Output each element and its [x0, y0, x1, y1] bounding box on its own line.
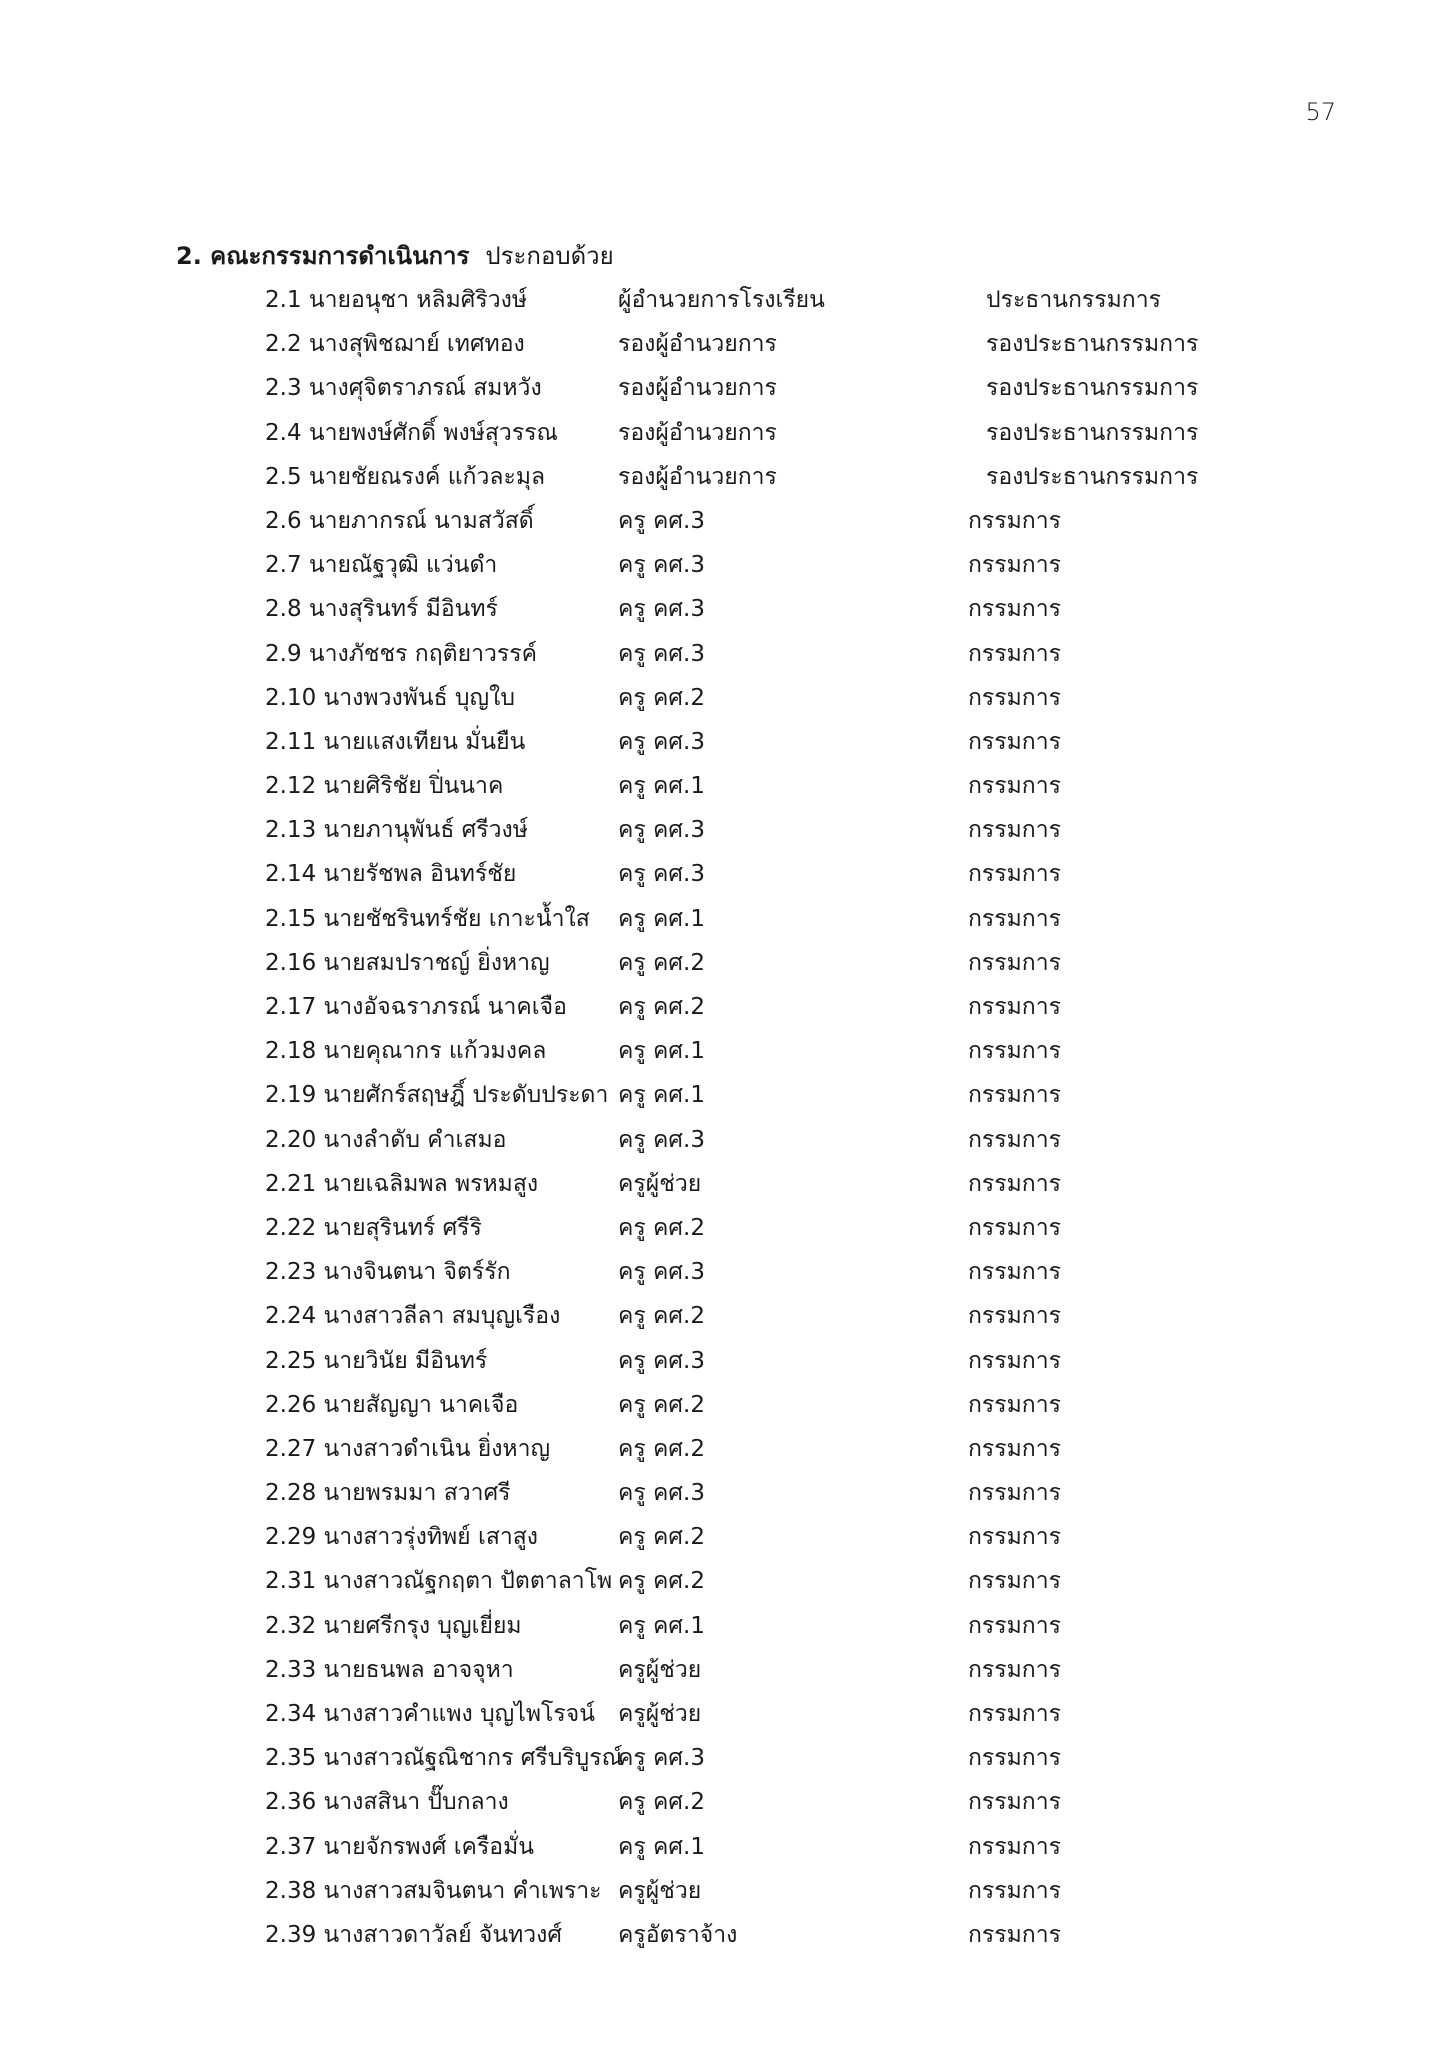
member-role: กรรมการ — [968, 905, 1061, 932]
member-role: กรรมการ — [968, 994, 1061, 1020]
member-role: กรรมการ — [968, 1259, 1061, 1286]
member-name: 2.17 นางอัจฉราภรณ์ นาคเจือ — [265, 994, 567, 1020]
member-role: กรรมการ — [968, 773, 1061, 800]
committee-row — [0, 1290, 1448, 1334]
member-name: 2.8 นางสุรินทร์ มีอินทร์ — [265, 596, 498, 623]
member-role: กรรมการ — [968, 861, 1061, 888]
committee-row — [0, 1511, 1448, 1555]
member-name: 2.9 นางภัชชร กฤติยาวรรค์ — [265, 640, 537, 667]
committee-row — [0, 407, 1448, 451]
member-name: 2.37 นายจักรพงศ์ เครือมั่น — [265, 1833, 534, 1860]
member-role: กรรมการ — [968, 1170, 1061, 1197]
member-role: กรรมการ — [968, 1480, 1061, 1507]
member-role: กรรมการ — [968, 1126, 1061, 1153]
member-name: 2.26 นายสัญญา นาคเจือ — [265, 1391, 519, 1418]
member-name: 2.31 นางสาวณัฐกฤตา ปัตตาลาโพ — [265, 1568, 613, 1595]
committee-row — [0, 274, 1448, 318]
member-position: ครู คศ.1 — [618, 773, 705, 800]
member-position: ครู คศ.3 — [618, 552, 705, 579]
member-role: รองประธานกรรมการ — [986, 463, 1199, 490]
member-name: 2.36 นางสสินา ปั๊บกลาง — [265, 1789, 509, 1816]
member-position: ผู้อำนวยการโรงเรียน — [618, 287, 825, 313]
member-name: 2.32 นายศรีกรุง บุญเยี่ยม — [265, 1612, 522, 1639]
member-position: ครู คศ.2 — [618, 949, 705, 976]
section-heading-title: 2. คณะกรรมการดำเนินการ — [176, 242, 470, 270]
committee-row — [0, 583, 1448, 627]
committee-row — [0, 981, 1448, 1025]
member-role: ประธานกรรมการ — [986, 287, 1161, 313]
member-position: ครู คศ.2 — [618, 1524, 705, 1551]
member-role: กรรมการ — [968, 1347, 1061, 1374]
committee-row — [0, 1158, 1448, 1202]
member-position: รองผู้อำนวยการ — [618, 331, 777, 358]
member-name: 2.27 นางสาวดำเนิน ยิ่งหาญ — [265, 1435, 551, 1462]
committee-row — [0, 1600, 1448, 1644]
member-name: 2.15 นายชัชรินทร์ชัย เกาะน้ำใส — [265, 905, 590, 932]
member-position: ครู คศ.3 — [618, 861, 705, 888]
member-role: รองประธานกรรมการ — [986, 375, 1199, 402]
member-role: กรรมการ — [968, 1568, 1061, 1595]
member-name: 2.3 นางศุจิตราภรณ์ สมหวัง — [265, 375, 542, 402]
member-position: ครู คศ.2 — [618, 1214, 705, 1241]
member-position: ครูอัตราจ้าง — [618, 1921, 738, 1948]
member-role: กรรมการ — [968, 949, 1061, 976]
member-name: 2.10 นางพวงพันธ์ บุญใบ — [265, 684, 515, 711]
committee-row — [0, 1335, 1448, 1379]
member-position: ครูผู้ช่วย — [618, 1877, 702, 1904]
committee-row — [0, 1909, 1448, 1953]
member-position: ครู คศ.2 — [618, 1435, 705, 1462]
committee-row — [0, 848, 1448, 892]
member-position: ครู คศ.3 — [618, 728, 705, 755]
member-name: 2.6 นายภากรณ์ นามสวัสดิ์ — [265, 507, 534, 534]
committee-row — [0, 1202, 1448, 1246]
committee-row — [0, 1821, 1448, 1865]
committee-row — [0, 1776, 1448, 1820]
member-role: กรรมการ — [968, 552, 1061, 579]
member-position: ครู คศ.3 — [618, 596, 705, 623]
member-position: ครูผู้ช่วย — [618, 1701, 702, 1727]
member-name: 2.38 นางสาวสมจินตนา คำเพราะ — [265, 1877, 602, 1904]
committee-row — [0, 539, 1448, 583]
committee-row — [0, 1069, 1448, 1113]
committee-row — [0, 362, 1448, 406]
committee-row — [0, 893, 1448, 937]
member-position: ครู คศ.2 — [618, 684, 705, 711]
member-position: ครู คศ.2 — [618, 1303, 705, 1330]
member-position: ครู คศ.1 — [618, 1082, 705, 1109]
member-name: 2.4 นายพงษ์ศักดิ์ พงษ์สุวรรณ — [265, 419, 558, 446]
committee-row — [0, 1732, 1448, 1776]
member-name: 2.5 นายชัยณรงค์ แก้วละมุล — [265, 463, 546, 490]
committee-row — [0, 1379, 1448, 1423]
member-name: 2.21 นายเฉลิมพล พรหมสูง — [265, 1170, 539, 1197]
member-name: 2.16 นายสมปราชญ์ ยิ่งหาญ — [265, 949, 550, 976]
section-heading-suffix: ประกอบด้วย — [485, 242, 614, 270]
member-role: กรรมการ — [968, 1038, 1061, 1065]
member-role: กรรมการ — [968, 1524, 1061, 1551]
member-role: กรรมการ — [968, 1214, 1061, 1241]
committee-row — [0, 1865, 1448, 1909]
member-position: ครู คศ.3 — [618, 640, 705, 667]
member-position: ครู คศ.3 — [618, 1259, 705, 1286]
member-name: 2.24 นางสาวลีลา สมบุญเรือง — [265, 1303, 561, 1330]
committee-row — [0, 672, 1448, 716]
member-name: 2.12 นายศิริชัย ปิ่นนาค — [265, 773, 504, 800]
committee-row — [0, 1025, 1448, 1069]
committee-row — [0, 937, 1448, 981]
member-role: กรรมการ — [968, 1656, 1061, 1683]
member-position: รองผู้อำนวยการ — [618, 419, 777, 446]
member-name: 2.28 นายพรมมา สวาศรี — [265, 1480, 511, 1507]
member-role: รองประธานกรรมการ — [986, 419, 1199, 446]
member-role: กรรมการ — [968, 1833, 1061, 1860]
committee-row — [0, 318, 1448, 362]
member-role: รองประธานกรรมการ — [986, 331, 1199, 358]
member-name: 2.18 นายคุณากร แก้วมงคล — [265, 1038, 547, 1065]
committee-row — [0, 760, 1448, 804]
committee-row — [0, 451, 1448, 495]
member-position: ครู คศ.2 — [618, 1789, 705, 1816]
member-name: 2.11 นายแสงเทียน มั่นยืน — [265, 728, 526, 755]
member-position: ครู คศ.1 — [618, 1833, 705, 1860]
member-role: กรรมการ — [968, 596, 1061, 623]
committee-list — [0, 274, 1448, 1953]
member-position: ครูผู้ช่วย — [618, 1170, 702, 1197]
member-name: 2.19 นายศักร์สฤษฎิ์ ประดับประดา — [265, 1082, 609, 1109]
member-position: ครู คศ.3 — [618, 1480, 705, 1507]
member-role: กรรมการ — [968, 1435, 1061, 1462]
member-position: ครู คศ.3 — [618, 1347, 705, 1374]
member-role: กรรมการ — [968, 1612, 1061, 1639]
committee-row — [0, 1423, 1448, 1467]
member-role: กรรมการ — [968, 1921, 1061, 1948]
member-role: กรรมการ — [968, 1303, 1061, 1330]
member-position: ครู คศ.2 — [618, 1568, 705, 1595]
member-role: กรรมการ — [968, 728, 1061, 755]
member-position: รองผู้อำนวยการ — [618, 463, 777, 490]
member-name: 2.29 นางสาวรุ่งทิพย์ เสาสูง — [265, 1524, 539, 1551]
member-position: ครู คศ.3 — [618, 1745, 705, 1772]
member-name: 2.39 นางสาวดาวัลย์ จันทวงศ์ — [265, 1921, 563, 1948]
member-name: 2.2 นางสุพิชฌาย์ เทศทอง — [265, 331, 525, 358]
member-position: ครู คศ.2 — [618, 1391, 705, 1418]
member-name: 2.1 นายอนุชา หลิมศิริวงษ์ — [265, 287, 528, 313]
committee-row — [0, 804, 1448, 848]
committee-row — [0, 1555, 1448, 1599]
member-name: 2.13 นายภานุพันธ์ ศรีวงษ์ — [265, 817, 528, 844]
member-name: 2.20 นางลำดับ คำเสมอ — [265, 1126, 507, 1153]
member-role: กรรมการ — [968, 1391, 1061, 1418]
section-heading — [176, 236, 614, 275]
committee-row — [0, 1246, 1448, 1290]
member-role: กรรมการ — [968, 1789, 1061, 1816]
committee-row — [0, 1467, 1448, 1511]
member-position: ครู คศ.3 — [618, 817, 705, 844]
member-role: กรรมการ — [968, 1701, 1061, 1727]
member-position: ครู คศ.3 — [618, 507, 705, 534]
page-number: 57 — [1305, 98, 1336, 126]
member-position: ครู คศ.1 — [618, 905, 705, 932]
member-name: 2.22 นายสุรินทร์ ศรีริ — [265, 1214, 482, 1241]
member-position: ครูผู้ช่วย — [618, 1656, 702, 1683]
committee-row — [0, 495, 1448, 539]
member-role: กรรมการ — [968, 1745, 1061, 1772]
member-name: 2.35 นางสาวณัฐณิชากร ศรีบริบูรณ์ — [265, 1745, 623, 1772]
committee-row — [0, 628, 1448, 672]
member-name: 2.23 นางจินตนา จิตร์รัก — [265, 1259, 511, 1286]
member-name: 2.14 นายรัชพล อินทร์ชัย — [265, 861, 517, 888]
committee-row — [0, 716, 1448, 760]
committee-row — [0, 1644, 1448, 1688]
member-position: ครู คศ.3 — [618, 1126, 705, 1153]
member-role: กรรมการ — [968, 640, 1061, 667]
member-role: กรรมการ — [968, 684, 1061, 711]
member-name: 2.34 นางสาวคำแพง บุญไพโรจน์ — [265, 1701, 595, 1727]
member-name: 2.33 นายธนพล อาจจุหา — [265, 1656, 514, 1683]
member-role: กรรมการ — [968, 507, 1061, 534]
member-position: ครู คศ.1 — [618, 1038, 705, 1065]
member-position: ครู คศ.1 — [618, 1612, 705, 1639]
member-role: กรรมการ — [968, 1082, 1061, 1109]
member-position: ครู คศ.2 — [618, 994, 705, 1020]
committee-row — [0, 1114, 1448, 1158]
member-role: กรรมการ — [968, 1877, 1061, 1904]
member-name: 2.25 นายวินัย มีอินทร์ — [265, 1347, 488, 1374]
committee-row — [0, 1688, 1448, 1732]
member-role: กรรมการ — [968, 817, 1061, 844]
member-name: 2.7 นายณัฐวุฒิ แว่นดำ — [265, 552, 498, 579]
member-position: รองผู้อำนวยการ — [618, 375, 777, 402]
